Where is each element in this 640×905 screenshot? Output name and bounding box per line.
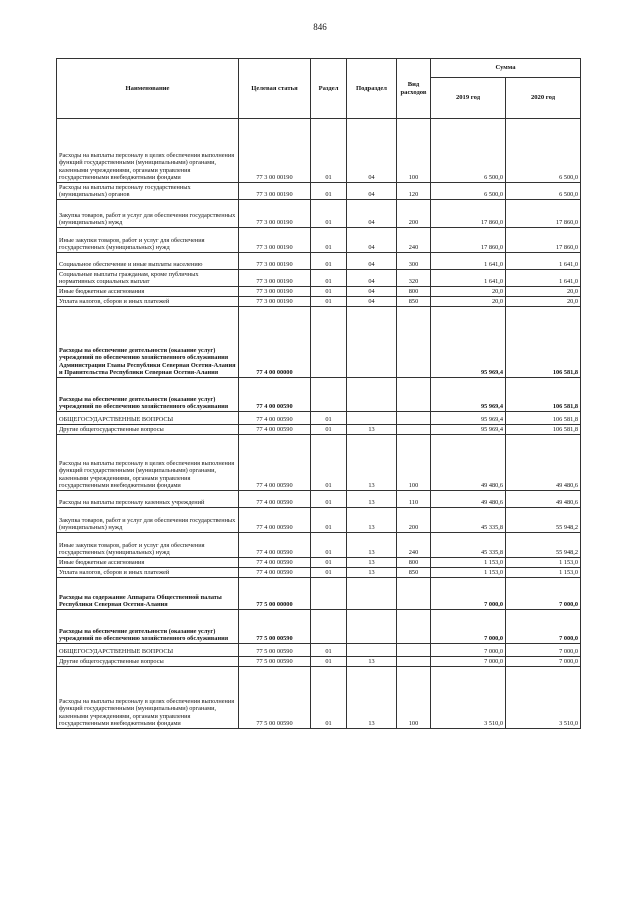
- header-section: Раздел: [311, 59, 347, 119]
- row-name: ОБЩЕГОСУДАРСТВЕННЫЕ ВОПРОСЫ: [57, 412, 239, 425]
- row-sum-2020: 106 581,8: [506, 378, 581, 412]
- row-sum-2019: 95 969,4: [431, 378, 506, 412]
- table-row: [57, 183, 581, 200]
- row-subsection: 13: [347, 435, 397, 491]
- row-target-article: 77 4 00 00590: [239, 558, 311, 568]
- row-sum-2020: 1 153,0: [506, 558, 581, 568]
- table-row: [57, 307, 581, 378]
- row-name: Уплата налогов, сборов и иных платежей: [57, 568, 239, 578]
- table-row: [57, 568, 581, 578]
- row-expense-type: 240: [397, 228, 431, 253]
- row-name: Расходы на содержание Аппарата Общественной палаты Республики Северная Осетия-Алания: [57, 578, 239, 610]
- row-expense-type: 300: [397, 253, 431, 270]
- row-target-article: 77 3 00 00190: [239, 297, 311, 307]
- row-expense-type: 200: [397, 508, 431, 533]
- row-expense-type: 850: [397, 297, 431, 307]
- row-subsection: [347, 412, 397, 425]
- row-sum-2020: 20,0: [506, 297, 581, 307]
- row-expense-type: [397, 307, 431, 378]
- row-sum-2019: 20,0: [431, 297, 506, 307]
- header-year-2020: 2020 год: [506, 78, 581, 119]
- row-sum-2019: 1 153,0: [431, 568, 506, 578]
- row-sum-2019: 20,0: [431, 287, 506, 297]
- row-sum-2020: 3 510,0: [506, 667, 581, 729]
- row-expense-type: 100: [397, 119, 431, 183]
- row-expense-type: 850: [397, 568, 431, 578]
- row-subsection: 13: [347, 508, 397, 533]
- row-section: 01: [311, 270, 347, 287]
- header-year-2019: 2019 год: [431, 78, 506, 119]
- row-target-article: 77 4 00 00590: [239, 435, 311, 491]
- table-row: [57, 200, 581, 228]
- row-sum-2020: 106 581,8: [506, 307, 581, 378]
- table-row: [57, 228, 581, 253]
- row-sum-2020: 20,0: [506, 287, 581, 297]
- row-target-article: 77 3 00 00190: [239, 183, 311, 200]
- row-name: Социальные выплаты гражданам, кроме публичных нормативных социальных выплат: [57, 270, 239, 287]
- row-sum-2020: 7 000,0: [506, 657, 581, 667]
- table-row: [57, 491, 581, 508]
- row-expense-type: 800: [397, 287, 431, 297]
- table-row: [57, 508, 581, 533]
- row-subsection: 04: [347, 253, 397, 270]
- row-sum-2020: 7 000,0: [506, 610, 581, 644]
- row-target-article: 77 4 00 00590: [239, 491, 311, 508]
- header-sum: Сумма: [431, 59, 581, 78]
- row-expense-type: 800: [397, 558, 431, 568]
- row-section: 01: [311, 667, 347, 729]
- row-section: 01: [311, 412, 347, 425]
- row-sum-2020: 6 500,0: [506, 119, 581, 183]
- row-section: 01: [311, 425, 347, 435]
- row-subsection: [347, 644, 397, 657]
- header-subsection: Подраздел: [347, 59, 397, 119]
- row-sum-2020: 1 641,0: [506, 270, 581, 287]
- row-target-article: 77 5 00 00590: [239, 667, 311, 729]
- row-expense-type: [397, 657, 431, 667]
- table-row: [57, 119, 581, 183]
- row-sum-2019: 1 641,0: [431, 253, 506, 270]
- row-subsection: 13: [347, 657, 397, 667]
- table-row: [57, 270, 581, 287]
- table-row: [57, 378, 581, 412]
- row-section: [311, 307, 347, 378]
- row-target-article: 77 5 00 00590: [239, 610, 311, 644]
- header-name: Наименование: [57, 59, 239, 119]
- row-section: [311, 578, 347, 610]
- row-sum-2020: 106 581,8: [506, 425, 581, 435]
- row-subsection: 04: [347, 183, 397, 200]
- row-section: 01: [311, 253, 347, 270]
- row-sum-2019: 17 860,0: [431, 200, 506, 228]
- table-row: [57, 657, 581, 667]
- row-section: 01: [311, 119, 347, 183]
- row-name: ОБЩЕГОСУДАРСТВЕННЫЕ ВОПРОСЫ: [57, 644, 239, 657]
- row-subsection: 04: [347, 119, 397, 183]
- row-name: Другие общегосударственные вопросы: [57, 425, 239, 435]
- row-sum-2019: 49 480,6: [431, 435, 506, 491]
- row-name: Расходы на выплаты персоналу в целях обеспечения выполнения функций государственными (муниципальными) органами, казенными учреждениями, органами управления государственными внебюджетными фондами: [57, 119, 239, 183]
- table-row: [57, 297, 581, 307]
- row-expense-type: 100: [397, 435, 431, 491]
- row-name: Расходы на выплаты персоналу казенных учреждений: [57, 491, 239, 508]
- row-sum-2019: 6 500,0: [431, 183, 506, 200]
- row-sum-2020: 1 641,0: [506, 253, 581, 270]
- row-expense-type: 110: [397, 491, 431, 508]
- row-name: Иные бюджетные ассигнования: [57, 558, 239, 568]
- row-subsection: 13: [347, 558, 397, 568]
- row-subsection: [347, 307, 397, 378]
- row-name: Расходы на обеспечение деятельности (оказание услуг) учреждений по обеспечению хозяйственного обслуживания: [57, 610, 239, 644]
- row-target-article: 77 4 00 00590: [239, 412, 311, 425]
- row-section: [311, 610, 347, 644]
- table-row: [57, 253, 581, 270]
- row-name: Расходы на выплаты персоналу в целях обеспечения выполнения функций государственными (муниципальными) органами, казенными учреждениями, органами управления государственными внебюджетными фондами: [57, 667, 239, 729]
- row-section: 01: [311, 200, 347, 228]
- row-target-article: 77 5 00 00590: [239, 644, 311, 657]
- row-expense-type: 200: [397, 200, 431, 228]
- row-sum-2019: 45 335,8: [431, 533, 506, 558]
- row-sum-2019: 7 000,0: [431, 610, 506, 644]
- row-sum-2020: 55 948,2: [506, 533, 581, 558]
- row-section: 01: [311, 644, 347, 657]
- row-sum-2019: 17 860,0: [431, 228, 506, 253]
- row-name: Закупка товаров, работ и услуг для обеспечения государственных (муниципальных) нужд: [57, 508, 239, 533]
- row-subsection: [347, 578, 397, 610]
- table-row: [57, 287, 581, 297]
- row-sum-2020: 17 860,0: [506, 228, 581, 253]
- page-number: 846: [313, 22, 327, 32]
- row-expense-type: [397, 412, 431, 425]
- table-row: [57, 667, 581, 729]
- row-subsection: 04: [347, 287, 397, 297]
- row-subsection: 13: [347, 533, 397, 558]
- row-expense-type: [397, 378, 431, 412]
- row-sum-2020: 6 500,0: [506, 183, 581, 200]
- row-target-article: 77 4 00 00590: [239, 425, 311, 435]
- row-subsection: 13: [347, 568, 397, 578]
- row-subsection: 04: [347, 297, 397, 307]
- table-row: [57, 558, 581, 568]
- row-section: 01: [311, 183, 347, 200]
- row-name: Социальное обеспечение и иные выплаты населению: [57, 253, 239, 270]
- row-sum-2019: 95 969,4: [431, 307, 506, 378]
- row-name: Расходы на выплаты персоналу в целях обеспечения выполнения функций государственными (муниципальными) органами, казенными учреждениями, органами управления государственными внебюджетными фондами: [57, 435, 239, 491]
- row-section: 01: [311, 435, 347, 491]
- row-sum-2019: 7 000,0: [431, 644, 506, 657]
- row-subsection: [347, 610, 397, 644]
- row-target-article: 77 5 00 00000: [239, 578, 311, 610]
- row-name: Другие общегосударственные вопросы: [57, 657, 239, 667]
- row-target-article: 77 5 00 00590: [239, 657, 311, 667]
- row-sum-2020: 49 480,6: [506, 491, 581, 508]
- table-row: [57, 435, 581, 491]
- row-name: Уплата налогов, сборов и иных платежей: [57, 297, 239, 307]
- row-target-article: 77 4 00 00590: [239, 533, 311, 558]
- row-expense-type: [397, 610, 431, 644]
- row-sum-2019: 45 335,8: [431, 508, 506, 533]
- row-target-article: 77 4 00 00590: [239, 378, 311, 412]
- row-sum-2020: 49 480,6: [506, 435, 581, 491]
- table-header: [57, 59, 581, 119]
- row-target-article: 77 3 00 00190: [239, 119, 311, 183]
- row-section: 01: [311, 533, 347, 558]
- row-target-article: 77 4 00 00590: [239, 568, 311, 578]
- table-row: [57, 644, 581, 657]
- table-body: [57, 119, 581, 729]
- row-expense-type: 100: [397, 667, 431, 729]
- row-sum-2019: 95 969,4: [431, 412, 506, 425]
- row-target-article: 77 4 00 00000: [239, 307, 311, 378]
- row-subsection: [347, 378, 397, 412]
- row-name: Закупка товаров, работ и услуг для обеспечения государственных (муниципальных) нужд: [57, 200, 239, 228]
- row-sum-2020: 17 860,0: [506, 200, 581, 228]
- row-subsection: 04: [347, 200, 397, 228]
- row-sum-2019: 7 000,0: [431, 657, 506, 667]
- row-sum-2019: 95 969,4: [431, 425, 506, 435]
- row-sum-2019: 7 000,0: [431, 578, 506, 610]
- row-section: 01: [311, 491, 347, 508]
- row-subsection: 13: [347, 425, 397, 435]
- row-subsection: 13: [347, 667, 397, 729]
- row-target-article: 77 3 00 00190: [239, 270, 311, 287]
- row-target-article: 77 4 00 00590: [239, 508, 311, 533]
- row-expense-type: [397, 644, 431, 657]
- row-target-article: 77 3 00 00190: [239, 228, 311, 253]
- row-name: Иные закупки товаров, работ и услуг для обеспечения государственных (муниципальных) нужд: [57, 228, 239, 253]
- table-row: [57, 610, 581, 644]
- row-subsection: 04: [347, 228, 397, 253]
- row-sum-2019: 1 153,0: [431, 558, 506, 568]
- row-section: 01: [311, 228, 347, 253]
- row-sum-2020: 55 948,2: [506, 508, 581, 533]
- row-sum-2020: 7 000,0: [506, 644, 581, 657]
- row-sum-2019: 6 500,0: [431, 119, 506, 183]
- row-expense-type: [397, 425, 431, 435]
- row-target-article: 77 3 00 00190: [239, 287, 311, 297]
- row-section: 01: [311, 287, 347, 297]
- header-target-article: Целевая статья: [239, 59, 311, 119]
- row-sum-2020: 1 153,0: [506, 568, 581, 578]
- row-sum-2020: 106 581,8: [506, 412, 581, 425]
- row-name: Иные бюджетные ассигнования: [57, 287, 239, 297]
- row-sum-2019: 1 641,0: [431, 270, 506, 287]
- header-expense-type: Вид расходов: [397, 59, 431, 119]
- row-section: 01: [311, 508, 347, 533]
- row-expense-type: 240: [397, 533, 431, 558]
- budget-table: [56, 58, 581, 729]
- row-name: Иные закупки товаров, работ и услуг для обеспечения государственных (муниципальных) нужд: [57, 533, 239, 558]
- row-name: Расходы на выплаты персоналу государственных (муниципальных) органов: [57, 183, 239, 200]
- row-expense-type: [397, 578, 431, 610]
- row-sum-2019: 49 480,6: [431, 491, 506, 508]
- row-section: [311, 378, 347, 412]
- row-section: 01: [311, 297, 347, 307]
- row-sum-2019: 3 510,0: [431, 667, 506, 729]
- table-row: [57, 425, 581, 435]
- row-name: Расходы на обеспечение деятельности (оказание услуг) учреждений по обеспечению хозяйственного обслуживания: [57, 378, 239, 412]
- row-sum-2020: 7 000,0: [506, 578, 581, 610]
- row-expense-type: 120: [397, 183, 431, 200]
- row-section: 01: [311, 657, 347, 667]
- row-subsection: 13: [347, 491, 397, 508]
- row-section: 01: [311, 558, 347, 568]
- table-row: [57, 533, 581, 558]
- table-row: [57, 578, 581, 610]
- row-subsection: 04: [347, 270, 397, 287]
- row-name: Расходы на обеспечение деятельности (оказание услуг) учреждений по обеспечению хозяйственного обслуживания Администрации Главы Республики Северная Осетия-Алания и Правительства Республики Северная Осетия-Алания: [57, 307, 239, 378]
- row-target-article: 77 3 00 00190: [239, 200, 311, 228]
- row-target-article: 77 3 00 00190: [239, 253, 311, 270]
- row-expense-type: 320: [397, 270, 431, 287]
- table-row: [57, 412, 581, 425]
- row-section: 01: [311, 568, 347, 578]
